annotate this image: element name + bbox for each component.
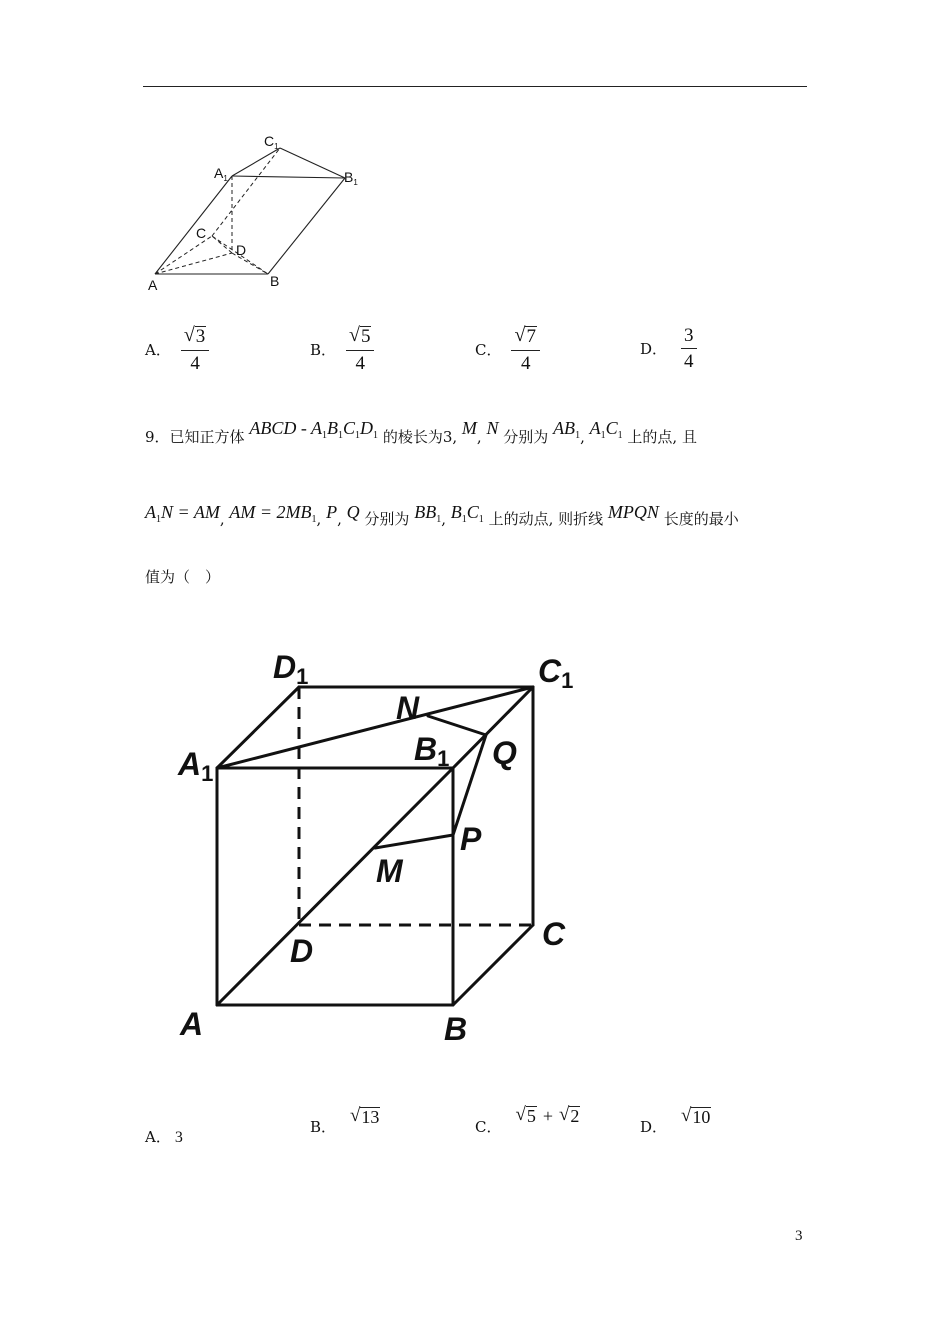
label-a: A xyxy=(148,277,158,293)
sum-value: √ 5 + √ 2 xyxy=(515,1104,580,1126)
label-p: P xyxy=(460,821,482,857)
edge-b-b1 xyxy=(268,178,345,274)
option-letter: C． xyxy=(475,340,502,359)
fraction: $\frac{3}{4}$ xyxy=(681,326,697,371)
label-q: Q xyxy=(492,735,517,771)
edge-a1-b1 xyxy=(232,176,345,178)
q9-line-1: 9．已知正方体 ABCD - $A_1B_1C_1D_1$ 的棱长为3, M, N 分别为 $AB_1$, $A_1C_1$ 上的点, 且 xyxy=(145,418,697,446)
option-letter: D． xyxy=(640,340,668,358)
page-number: 3 xyxy=(795,1228,803,1244)
q8-option-a[interactable] xyxy=(145,326,209,373)
diag-a-b1 xyxy=(217,768,453,1005)
q9-option-c[interactable] xyxy=(475,1104,580,1137)
q9-option-d[interactable] xyxy=(640,1105,711,1137)
label-b1: B1 xyxy=(414,731,450,771)
label-n: N xyxy=(396,690,420,726)
option-letter: A． xyxy=(145,1128,171,1146)
edge-a-d xyxy=(155,253,232,274)
seg-m-p xyxy=(375,835,453,848)
edge-a-a1 xyxy=(155,176,232,274)
q9-line-3: 值为（ ） xyxy=(145,568,221,586)
edge-a1-c1 xyxy=(232,148,280,176)
q8-option-c[interactable] xyxy=(475,326,540,373)
option-letter: B． xyxy=(310,1118,337,1136)
header-rule xyxy=(143,86,807,87)
label-c: C xyxy=(542,916,566,952)
label-b: B xyxy=(270,273,280,289)
option-value: 3 xyxy=(174,1129,183,1146)
label-d: D xyxy=(236,242,247,258)
edge-c-c1 xyxy=(212,148,280,236)
label-c1: $C_1$ xyxy=(264,133,279,151)
label-a: A xyxy=(180,1006,204,1042)
label-d: D xyxy=(290,933,314,969)
prism-figure xyxy=(140,128,370,298)
option-letter: D． xyxy=(640,1118,668,1136)
cube-figure xyxy=(170,640,590,1060)
diag-a1-c1 xyxy=(217,687,533,768)
edge-d-c xyxy=(212,236,232,253)
label-d1: D1 xyxy=(273,649,309,689)
label-c: C xyxy=(196,225,207,241)
label-a1: A1 xyxy=(178,746,214,786)
label-m: M xyxy=(376,853,403,889)
q9-option-a[interactable] xyxy=(145,1126,183,1147)
edge-c-b xyxy=(453,925,533,1005)
label-b: B xyxy=(444,1011,468,1047)
label-a1: $A_1$ xyxy=(214,165,228,183)
fraction: √ 7 4 xyxy=(511,326,539,373)
sqrt-value: √ 13 xyxy=(350,1105,380,1128)
q8-option-d[interactable] xyxy=(640,326,697,371)
option-letter: A． xyxy=(145,340,171,359)
q8-option-b[interactable] xyxy=(310,326,374,373)
sqrt-value: √ 10 xyxy=(681,1105,711,1128)
label-c1: C1 xyxy=(538,653,574,693)
fraction: √ 3 4 xyxy=(181,326,209,373)
edge-a1-d1 xyxy=(217,687,299,768)
q9-line-2: $A_1N$ = AM, AM = $2MB_1$, P, Q 分别为 $BB_1$, $B_1C_1$ 上的动点, 则折线 MPQN 长度的最小 xyxy=(145,502,739,528)
label-b1: $B_1$ xyxy=(344,169,358,187)
option-letter: B． xyxy=(310,340,337,359)
option-letter: C． xyxy=(475,1118,502,1136)
q9-option-b[interactable] xyxy=(310,1105,380,1137)
fraction: √ 5 4 xyxy=(346,326,374,373)
edge-c1-b1 xyxy=(280,148,345,178)
edge-a-c xyxy=(155,236,212,274)
